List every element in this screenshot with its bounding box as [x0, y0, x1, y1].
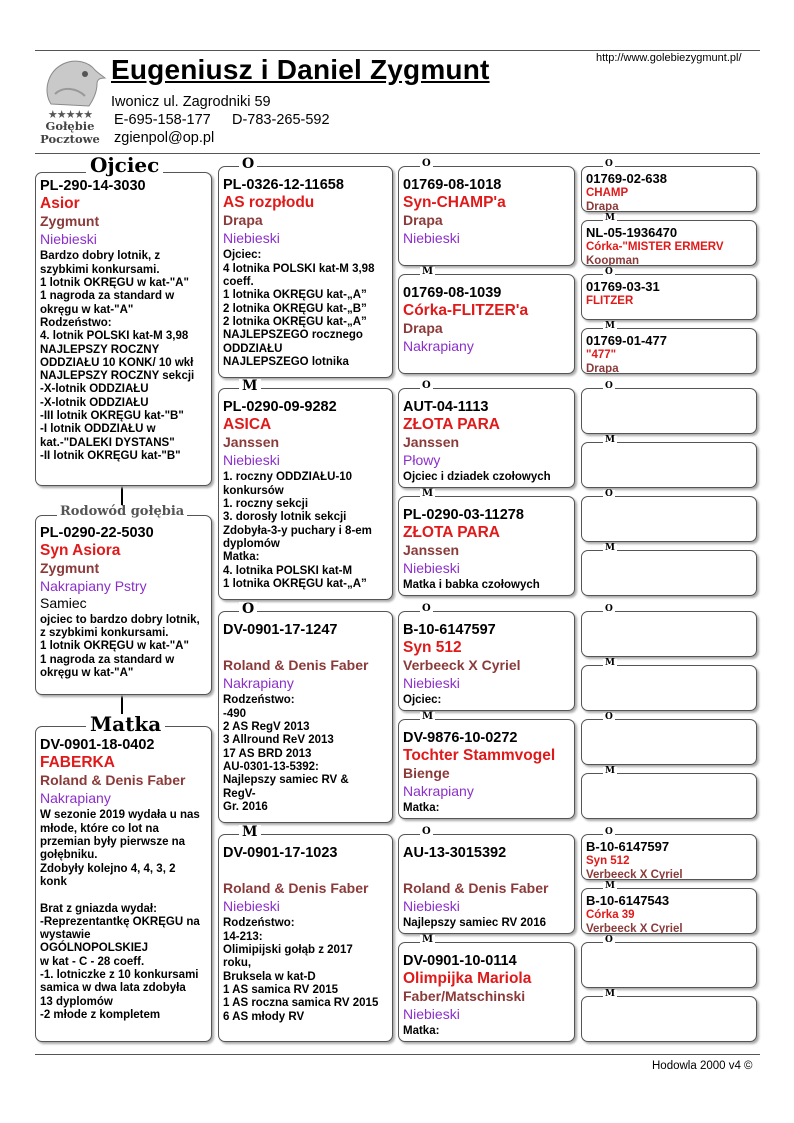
- gen2-ff-label: O: [239, 157, 257, 171]
- color: Niebieski: [403, 229, 460, 246]
- breeder: Janssen: [403, 434, 460, 451]
- gen3-label: O: [422, 158, 431, 169]
- ring-number: B-10-6147597: [586, 839, 670, 854]
- ring-number: NL-05-1936470: [586, 225, 678, 240]
- gen4-card[interactable]: [581, 665, 757, 711]
- gen3-label: M: [422, 266, 434, 277]
- ring-number: PL-0290-03-11278: [403, 507, 524, 523]
- gen4-card[interactable]: [581, 942, 757, 988]
- logo-line-1: Gołębie: [45, 119, 95, 133]
- ring-number: DV-0901-17-1247: [223, 622, 338, 638]
- gen2-fm-card[interactable]: [218, 388, 393, 600]
- notes: ojciec to bardzo dobry lotnik, z szybkimi konkursami. 1 lotnik OKRĘGU w kat-"A" 1 nagroda za standard w okręgu w kat-"A": [40, 613, 200, 680]
- notes: Bardzo dobry lotnik, z szybkimi konkursami. 1 lotnik OKRĘGU w kat-"A" 1 nagroda za standard w okręgu w kat-"A" Rodzeństwo: 4. lotnik POLSKI kat-M 3,98 NAJLEPSZY ROCZNY ODDZIAŁU 10 KONK/ 10 wkł NAJLEPSZY ROCZNY sekcji -X-lotnik ODDZIAŁU -X-lotnik ODDZIAŁU -III lotnik OKRĘGU kat-"B" -I lotnik ODDZIAŁU w kat.-"DALEKI DYSTANS" -II lotnik OKRĘGU kat-"B": [40, 250, 195, 463]
- footer-credit: Hodowla 2000 v4 ©: [652, 1060, 753, 1072]
- gen4-label: O: [605, 604, 613, 614]
- ring-number: 01769-02-638: [586, 171, 667, 186]
- notes: Rodzeństwo: 14-213: Olimipijski gołąb z 2017 roku, Bruksela w kat-D 1 AS samica RV 2015 1 AS roczna samica RV 2015 6 AS młody RV: [223, 917, 379, 1023]
- address: Iwonicz ul. Zagrodniki 59: [111, 94, 271, 110]
- gen3-card[interactable]: [398, 611, 575, 711]
- breeder: Janssen: [403, 542, 460, 559]
- pedigree-label: Rodowód gołębia: [57, 505, 187, 518]
- notes: 1. roczny ODDZIAŁU-10 konkursów 1. roczny sekcji 3. dorosły lotnik sekcji Zdobyła-3-y puchary i 8-em dyplomów Matka: 4. lotnika POLSKI kat-M 1 lotnika OKRĘGU kat-„A”: [223, 471, 372, 590]
- pigeon-name: Syn Asiora: [40, 542, 121, 560]
- gen2-mm-label: M: [239, 825, 261, 839]
- color: Niebieski: [223, 451, 280, 468]
- page-title: Eugeniusz i Daniel Zygmunt: [111, 54, 490, 85]
- pigeon-name: Syn 512: [586, 854, 630, 867]
- logo: [33, 56, 107, 148]
- website-url: http://www.golebiezygmunt.pl/: [596, 52, 742, 64]
- color: Nakrapiany: [223, 674, 294, 691]
- pigeon-name: CHAMP: [586, 186, 629, 199]
- ring-number: 01769-01-477: [586, 333, 667, 348]
- gen4-card[interactable]: [581, 550, 757, 596]
- gen4-card[interactable]: [581, 496, 757, 542]
- gen4-label: O: [605, 827, 613, 837]
- pigeon-name: "477": [586, 348, 617, 361]
- gen3-card[interactable]: [398, 942, 575, 1042]
- pigeon-name: ASICA: [223, 416, 272, 434]
- color: Niebieski: [403, 674, 460, 691]
- pigeon-name: Tochter Stammvogel: [403, 747, 556, 765]
- breeder: Roland & Denis Faber: [223, 657, 369, 674]
- father-card[interactable]: [35, 172, 212, 486]
- father-label: Ojciec: [86, 155, 163, 175]
- breeder: Janssen: [223, 434, 280, 451]
- breeder: Drapa: [586, 200, 619, 212]
- gen4-card[interactable]: [581, 888, 757, 934]
- gen3-card[interactable]: [398, 166, 575, 266]
- gen4-card[interactable]: [581, 996, 757, 1042]
- ring-number: PL-0290-22-5030: [40, 525, 154, 541]
- color: Nakrapiany: [403, 782, 474, 799]
- ring-number: DV-0901-18-0402: [40, 737, 155, 753]
- logo-line-2: Pocztowe: [40, 131, 100, 146]
- ring-number: 01769-08-1018: [403, 177, 502, 193]
- gen4-label: O: [605, 381, 613, 391]
- gen4-label: O: [605, 712, 613, 722]
- breeder: Zygmunt: [40, 213, 100, 230]
- breeder: Faber/Matschinski: [403, 988, 526, 1005]
- gen4-card[interactable]: [581, 388, 757, 434]
- logo-stars: ★★★★★: [47, 109, 93, 121]
- pigeon-name: [403, 862, 570, 880]
- breeder: Roland & Denis Faber: [223, 880, 369, 897]
- breeder: Drapa: [586, 362, 619, 374]
- phone-2: D-783-265-592: [232, 112, 330, 128]
- ring-number: PL-0290-09-9282: [223, 399, 337, 415]
- sex: Samiec: [40, 595, 87, 612]
- gen4-card[interactable]: [581, 611, 757, 657]
- gen4-card[interactable]: [581, 220, 757, 266]
- gen3-label: O: [422, 603, 431, 614]
- gen3-card[interactable]: [398, 496, 575, 596]
- notes: Matka:: [403, 1025, 440, 1038]
- color: Niebieski: [223, 229, 280, 246]
- ring-number: AU-13-3015392: [403, 845, 507, 861]
- ring-number: DV-0901-10-0114: [403, 953, 517, 969]
- gen2-mm-card[interactable]: [218, 834, 393, 1042]
- breeder: Verbeeck X Cyriel: [586, 868, 683, 880]
- breeder: Zygmunt: [40, 560, 100, 577]
- pigeon-name: AS rozpłodu: [223, 194, 315, 212]
- gen2-ff-card[interactable]: [218, 166, 393, 378]
- gen3-card[interactable]: [398, 388, 575, 488]
- gen3-label: M: [422, 711, 434, 722]
- gen3-label: M: [422, 934, 434, 945]
- breeder: Bienge: [403, 765, 450, 782]
- gen4-label: M: [605, 658, 615, 668]
- ring-number: PL-290-14-3030: [40, 178, 146, 194]
- mother-card[interactable]: [35, 726, 212, 1042]
- gen4-label: O: [605, 489, 613, 499]
- gen3-label: O: [422, 826, 431, 837]
- gen4-card[interactable]: [581, 719, 757, 765]
- gen3-label: O: [422, 380, 431, 391]
- pigeon-name: Córka-FLITZER'a: [403, 302, 529, 320]
- gen3-card[interactable]: [398, 719, 575, 819]
- gen4-label: O: [605, 267, 613, 277]
- gen4-label: M: [605, 989, 615, 999]
- pigeon-name: ZŁOTA PARA: [403, 416, 501, 434]
- color: Płowy: [403, 451, 441, 468]
- pigeon-name: [223, 639, 388, 657]
- ring-number: 01769-03-31: [586, 279, 660, 294]
- notes: Ojciec: 4 lotnika POLSKI kat-M 3,98 coeff. 1 lotnika OKRĘGU kat-„A” 2 lotnika OKRĘGU kat-„B” 2 lotnika OKRĘGU kat-„A” NAJLEPSZEGO rocznego ODDZIAŁU NAJLEPSZEGO lotnika: [223, 249, 375, 368]
- gen4-card[interactable]: [581, 773, 757, 819]
- color: Nakrapiany: [40, 789, 111, 806]
- gen3-label: M: [422, 488, 434, 499]
- breeder: Drapa: [403, 212, 443, 229]
- notes: Matka i babka czołowych: [403, 579, 540, 592]
- gen2-mf-label: O: [239, 602, 257, 616]
- pigeon-name: FABERKA: [40, 754, 115, 772]
- breeder: Roland & Denis Faber: [40, 772, 186, 789]
- notes: Ojciec i dziadek czołowych: [403, 471, 551, 484]
- pigeon-name: [223, 862, 388, 880]
- breeder: Drapa: [403, 320, 443, 337]
- ring-number: AUT-04-1113: [403, 399, 489, 415]
- pigeon-name: Asior: [40, 195, 80, 213]
- gen4-card[interactable]: [581, 274, 757, 320]
- breeder: Verbeeck X Cyriel: [586, 922, 683, 934]
- ring-number: B-10-6147543: [586, 893, 670, 908]
- notes: Najlepszy samiec RV 2016: [403, 917, 546, 930]
- notes: Ojciec:: [403, 694, 442, 707]
- gen3-card[interactable]: [398, 274, 575, 374]
- gen3-card[interactable]: [398, 834, 575, 934]
- pigeon-name: Olimpijka Mariola: [403, 970, 532, 988]
- gen2-fm-label: M: [239, 379, 261, 393]
- pigeon-name: Syn 512: [403, 639, 462, 657]
- ring-number: DV-9876-10-0272: [403, 730, 518, 746]
- header-top-rule: [35, 50, 760, 51]
- gen2-mf-card[interactable]: [218, 611, 393, 823]
- breeder: Drapa: [223, 212, 263, 229]
- pigeon-name: Córka 39: [586, 908, 635, 921]
- gen4-label: M: [605, 321, 615, 331]
- gen4-label: M: [605, 543, 615, 553]
- color: Niebieski: [223, 897, 280, 914]
- color: Niebieski: [40, 230, 97, 247]
- gen4-label: O: [605, 159, 613, 169]
- notes: Rodzeństwo: -490 2 AS RegV 2013 3 Allround ReV 2013 17 AS BRD 2013 AU-0301-13-5392: Najlepszy samiec RV & RegV- Gr. 2016: [223, 694, 349, 814]
- ring-number: 01769-08-1039: [403, 285, 502, 301]
- notes: W sezonie 2019 wydała u nas młode, które co lot na przemian były pierwsze na gołębniku. Zdobyły kolejno 4, 4, 3, 2 konk Brat z gniazda wydał: -Reprezentantkę OKRĘGU na wystawie OGÓLNOPOLSKIEJ w kat - C - 28 coeff. -1. lotniczke z 10 konkursami samica w dwa lata zdobyła 13 dyplomów -2 młode z kompletem: [40, 809, 200, 1022]
- color: Niebieski: [403, 897, 460, 914]
- ring-number: B-10-6147597: [403, 622, 496, 638]
- gen4-card[interactable]: [581, 834, 757, 880]
- gen4-label: O: [605, 935, 613, 945]
- ring-number: DV-0901-17-1023: [223, 845, 338, 861]
- pigeon-name: FLITZER: [586, 294, 634, 307]
- pigeon-name: Córka-"MISTER ERMERV: [586, 240, 724, 253]
- gen4-label: M: [605, 766, 615, 776]
- color: Nakrapiany: [403, 337, 474, 354]
- color: Niebieski: [403, 1005, 460, 1022]
- phone-1: E-695-158-177: [114, 112, 211, 128]
- color: Nakrapiany Pstry: [40, 577, 147, 594]
- pigeon-name: Syn-CHAMP'a: [403, 194, 506, 212]
- subject-card[interactable]: [35, 515, 212, 695]
- breeder: Roland & Denis Faber: [403, 880, 549, 897]
- breeder: Koopman: [586, 254, 640, 266]
- gen4-card[interactable]: [581, 442, 757, 488]
- gen4-label: M: [605, 435, 615, 445]
- logo-text: [33, 120, 107, 145]
- mother-label: Matka: [86, 714, 165, 734]
- gen4-card[interactable]: [581, 166, 757, 212]
- connector-father: [121, 486, 123, 506]
- pigeon-name: ZŁOTA PARA: [403, 524, 501, 542]
- gen4-label: M: [605, 881, 615, 891]
- email: zgienpol@op.pl: [114, 130, 215, 146]
- gen4-card[interactable]: [581, 328, 757, 374]
- footer-rule: [35, 1054, 760, 1055]
- breeder: Verbeeck X Cyriel: [403, 657, 521, 674]
- ring-number: PL-0326-12-11658: [223, 177, 344, 193]
- color: Niebieski: [403, 559, 460, 576]
- notes: Matka:: [403, 802, 440, 815]
- gen4-label: M: [605, 213, 615, 223]
